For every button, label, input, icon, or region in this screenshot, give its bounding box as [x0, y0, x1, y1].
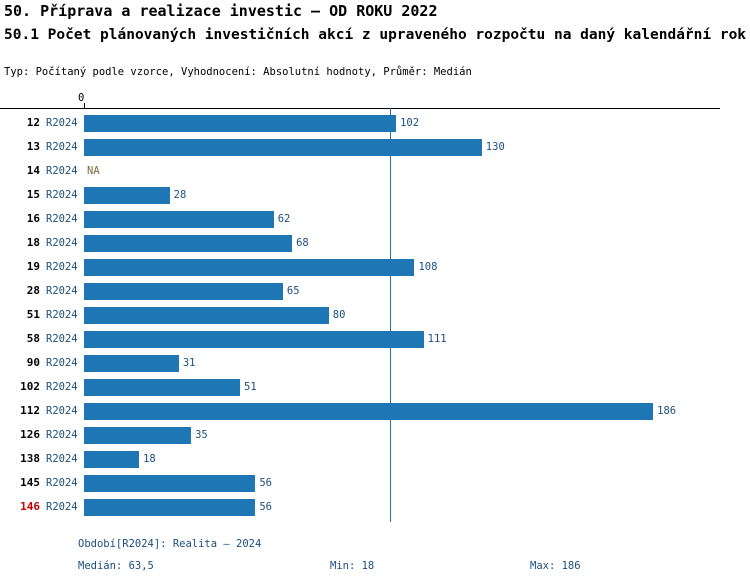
- chart-bar-value: 111: [427, 333, 447, 345]
- row-category-label: 14: [26, 164, 40, 177]
- chart-bar-value: 31: [182, 357, 196, 369]
- chart-bar[interactable]: [84, 451, 139, 468]
- chart-bar-value: 62: [277, 213, 291, 225]
- chart-plot-area: [0, 108, 750, 520]
- row-series-label: R2024: [46, 477, 78, 489]
- chart-bar-value: 51: [244, 381, 257, 393]
- chart-info-line: Typ: Počítaný podle vzorce, Vyhodnocení: Absolutní hodnoty, Průměr: Medián: [4, 66, 472, 78]
- chart-row: [0, 279, 750, 303]
- row-series-label: R2024: [46, 405, 78, 417]
- axis-zero-label: 0: [78, 92, 85, 104]
- chart-row: [0, 447, 750, 471]
- chart-row: [0, 471, 750, 495]
- row-category-label: 28: [26, 284, 40, 297]
- row-series-label: R2024: [46, 141, 78, 153]
- chart-row: [0, 255, 750, 279]
- chart-bar-value: 130: [485, 141, 505, 153]
- row-category-label: 90: [26, 356, 40, 369]
- row-series-label: R2024: [46, 237, 78, 249]
- row-category-label: 51: [26, 308, 40, 321]
- row-series-label: R2024: [46, 165, 78, 177]
- chart-bar[interactable]: [84, 403, 653, 420]
- chart-bar[interactable]: [84, 211, 274, 228]
- row-series-label: R2024: [46, 285, 78, 297]
- row-series-label: R2024: [46, 117, 78, 129]
- chart-row: [0, 135, 750, 159]
- row-category-label: 58: [26, 332, 40, 345]
- row-category-label: 13: [26, 140, 40, 153]
- chart-bar-value: 56: [259, 477, 273, 489]
- row-series-label: R2024: [46, 357, 78, 369]
- page-subtitle: 50.1 Počet plánovaných investičních akcí z upraveného rozpočtu na daný kalendářní rok: [4, 27, 747, 43]
- chart-row: [0, 207, 750, 231]
- chart-bar-value: 102: [400, 117, 420, 129]
- chart-row: [0, 231, 750, 255]
- row-series-label: R2024: [46, 501, 78, 513]
- row-category-label: 15: [26, 188, 40, 201]
- row-category-label: 16: [26, 212, 40, 225]
- chart-row: [0, 375, 750, 399]
- chart-bar[interactable]: [84, 187, 170, 204]
- row-category-label: 12: [26, 116, 40, 129]
- chart-row: [0, 111, 750, 135]
- row-series-label: R2024: [46, 429, 78, 441]
- row-category-label: 19: [26, 260, 40, 273]
- chart-bar[interactable]: [84, 379, 240, 396]
- chart-bar[interactable]: [84, 139, 482, 156]
- chart-bar[interactable]: [84, 355, 179, 372]
- chart-bar[interactable]: [84, 259, 414, 276]
- chart-bar-value: 18: [143, 453, 156, 465]
- stat-median: Medián: 63,5: [78, 560, 154, 572]
- chart-row: [0, 351, 750, 375]
- chart-row: [0, 423, 750, 447]
- chart-row: [0, 159, 750, 183]
- row-category-label: 145: [20, 476, 40, 489]
- row-series-label: R2024: [46, 453, 78, 465]
- row-category-label: 138: [20, 452, 40, 465]
- chart-row: [0, 303, 750, 327]
- x-axis-tick-zero: [84, 103, 85, 108]
- chart-bar-value: 28: [173, 189, 187, 201]
- chart-bar-value: 35: [195, 429, 208, 441]
- chart-bar[interactable]: [84, 283, 283, 300]
- chart-bar[interactable]: [84, 115, 396, 132]
- chart-row: [0, 399, 750, 423]
- row-series-label: R2024: [46, 213, 78, 225]
- row-series-label: R2024: [46, 261, 78, 273]
- page-title: 50. Příprava a realizace investic – OD ROKU 2022: [4, 2, 438, 20]
- x-axis-line: [0, 108, 720, 109]
- row-category-label: 18: [26, 236, 40, 249]
- row-category-label: 102: [20, 380, 40, 393]
- chart-bar-value: 186: [657, 405, 677, 417]
- chart-bar[interactable]: [84, 499, 255, 516]
- row-series-label: R2024: [46, 381, 78, 393]
- row-series-label: R2024: [46, 189, 78, 201]
- chart-bar-value: 65: [286, 285, 300, 297]
- row-category-label: 126: [20, 428, 40, 441]
- chart-bar[interactable]: [84, 475, 255, 492]
- chart-bar[interactable]: [84, 331, 424, 348]
- chart-bar-value: 108: [418, 261, 438, 273]
- row-category-label: 146: [20, 500, 40, 513]
- chart-bar[interactable]: [84, 235, 292, 252]
- chart-row: [0, 183, 750, 207]
- chart-bar[interactable]: [84, 307, 329, 324]
- chart-bar-value: 56: [259, 501, 273, 513]
- row-series-label: R2024: [46, 333, 78, 345]
- stat-max: Max: 186: [530, 560, 581, 572]
- chart-bar[interactable]: [84, 427, 191, 444]
- chart-bar-value: 68: [296, 237, 309, 249]
- chart-row: [0, 327, 750, 351]
- row-na-label: NA: [87, 165, 100, 177]
- legend-label: Období[R2024]: Realita – 2024: [78, 538, 262, 550]
- row-series-label: R2024: [46, 309, 78, 321]
- chart-row: [0, 495, 750, 519]
- row-category-label: 112: [20, 404, 40, 417]
- stat-min: Min: 18: [330, 560, 375, 572]
- chart-bar-value: 80: [332, 309, 346, 321]
